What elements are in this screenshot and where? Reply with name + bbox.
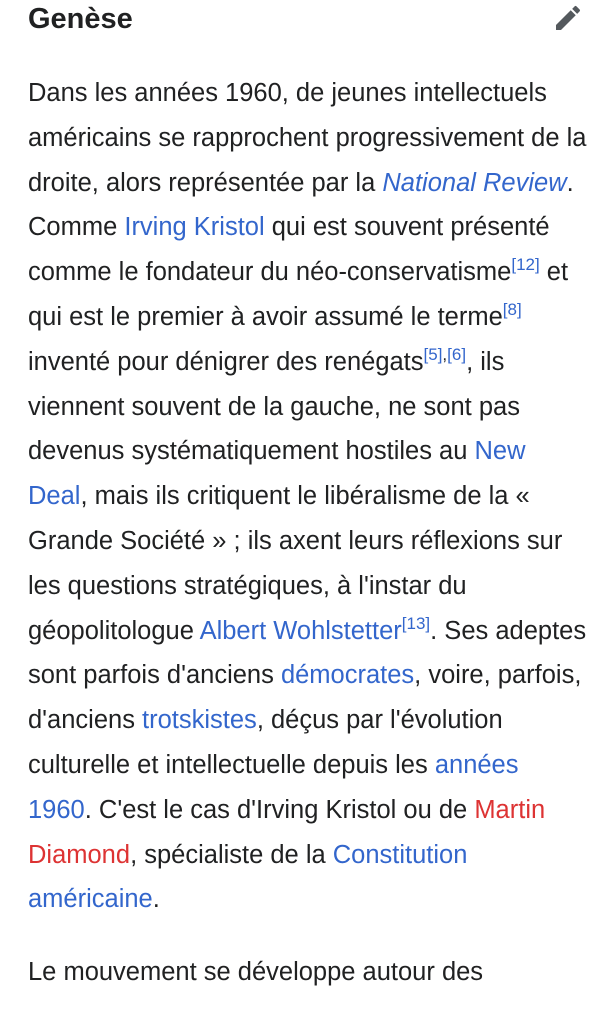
reference-13[interactable] <box>402 614 430 633</box>
link-national-review[interactable] <box>382 169 566 197</box>
text-segment: . Comme <box>28 168 574 242</box>
text-segment: qui est souvent présenté comme le fondateur du néo-conservatisme <box>28 213 550 287</box>
reference-5-6 <box>424 345 467 364</box>
link-annees-1960[interactable]: années 1960 <box>28 750 519 824</box>
text-segment: , mais ils critiquent le libéralisme de la « Grande Société » ; ils axent leurs réflexions sur les questions stratégiques, à l'instar du géopolitologue <box>28 482 563 645</box>
pencil-icon[interactable] <box>552 2 584 34</box>
reference-link[interactable]: [12] <box>511 255 540 275</box>
reference-separator: , <box>442 344 448 364</box>
paragraph: Le mouvement se développe autour des <box>28 958 484 987</box>
text-segment: inventé pour dénigrer des renégats <box>28 347 424 376</box>
text-segment: . <box>152 885 160 914</box>
text-segment: , voire, parfois, d'anciens <box>28 661 582 735</box>
link-irving-kristol[interactable]: Irving Kristol <box>124 213 265 242</box>
link-new-deal[interactable]: New Deal <box>28 437 526 511</box>
article-content <box>28 71 588 995</box>
text-segment: , ils viennent souvent de la gauche, ne sont pas devenus systématiquement hostiles au <box>28 347 520 466</box>
link-albert-wohlstetter[interactable]: Albert Wohlstetter <box>199 616 402 645</box>
link-trotskistes[interactable]: trotskistes <box>142 706 257 735</box>
section-title: Genèse <box>28 3 133 35</box>
link-constitution-americaine[interactable]: Constitution américaine <box>28 840 468 914</box>
reference-link[interactable]: [8] <box>502 300 522 320</box>
link-democrates[interactable]: démocrates <box>280 661 415 690</box>
text-segment: . Ses adeptes sont parfois d'anciens <box>28 616 587 690</box>
reference-link[interactable]: [5] <box>423 344 443 364</box>
link-martin-diamond[interactable]: Martin Diamond <box>28 795 546 869</box>
text-segment: , déçus par l'évolution culturelle et intellectuelle depuis les <box>28 706 503 779</box>
paragraph <box>28 71 588 922</box>
reference-12[interactable] <box>511 255 539 274</box>
section-header <box>28 0 588 40</box>
text-segment: . C'est le cas d'Irving Kristol ou de <box>84 795 475 824</box>
reference-8[interactable] <box>503 300 522 319</box>
text-segment: et qui est le premier à avoir assumé le terme <box>28 258 569 331</box>
reference-link[interactable]: [6] <box>447 344 467 364</box>
reference-link[interactable]: [13] <box>401 613 431 633</box>
text-segment: Dans les années 1960, de jeunes intellectuels américains se rapprochent progressivement de la droite, alors représentée par la <box>28 79 587 197</box>
link-label: National Review <box>382 168 567 197</box>
text-segment: , spécialiste de la <box>130 840 333 869</box>
